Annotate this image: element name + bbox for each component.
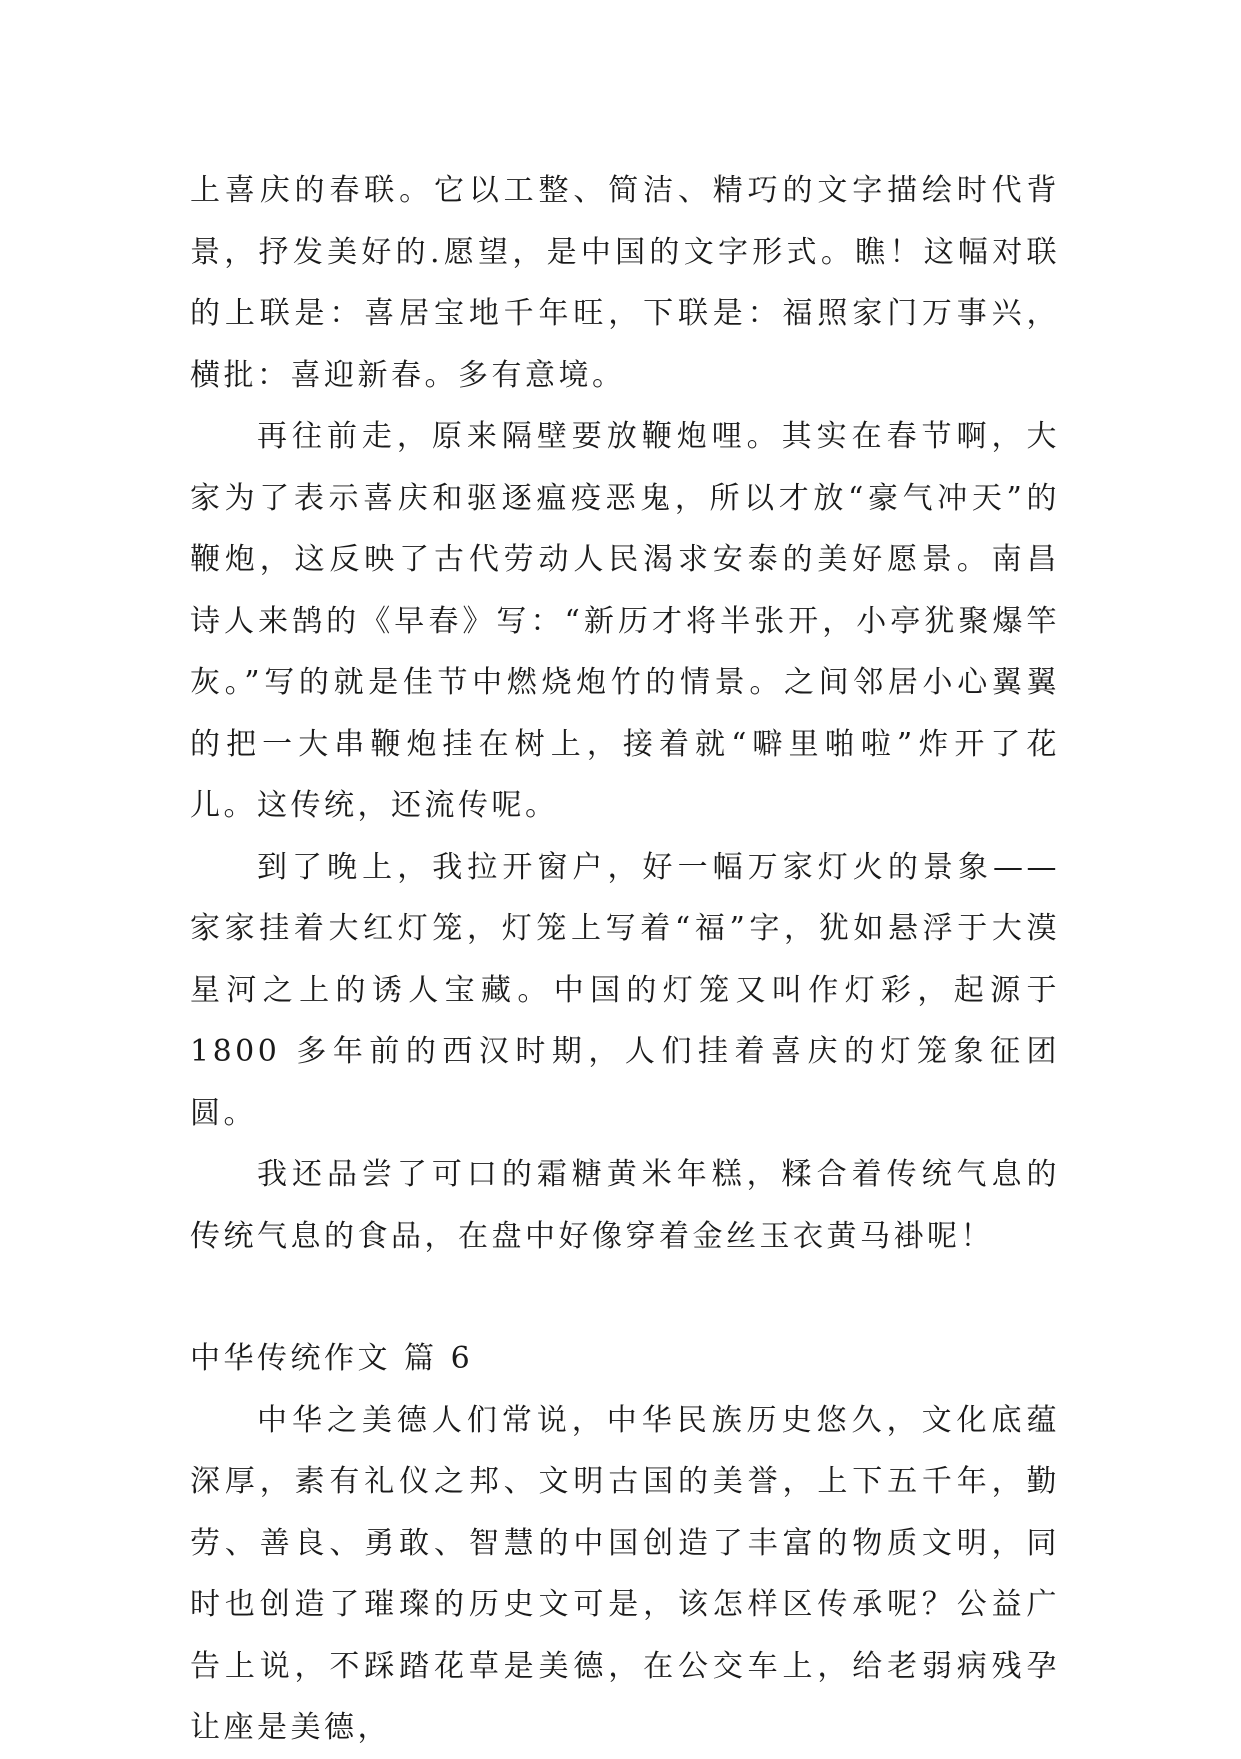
paragraph-new-year-cake: 我还品尝了可口的霜糖黄米年糕，糅合着传统气息的传统气息的食品，在盘中好像穿着金丝玉衣黄马褂呢！ <box>190 1157 1060 1254</box>
section-heading: 中华传统作文 篇 6 <box>190 1341 474 1376</box>
document-body <box>190 160 1060 1759</box>
paragraph-firecrackers: 再往前走，原来隔壁要放鞭炮哩。其实在春节啊，大家为了表示喜庆和驱逐瘟疫恶鬼，所以才放“豪气冲天”的鞭炮，这反映了古代劳动人民渴求安泰的美好愿景。南昌诗人来鹄的《早春》写：“新历才将半张开，小亭犹聚爆竿灰。”写的就是佳节中燃烧炮竹的情景。之间邻居小心翼翼的把一大串鞭炮挂在树上，接着就“噼里啪啦”炸开了花儿。这传统，还流传呢。 <box>190 419 1060 823</box>
paragraph-couplets: 上喜庆的春联。它以工整、简洁、精巧的文字描绘时代背景，抒发美好的.愿望，是中国的文字形式。瞧！这幅对联的上联是：喜居宝地千年旺，下联是：福照家门万事兴，横批：喜迎新春。多有意境。 <box>190 173 1060 393</box>
paragraph-virtues: 中华之美德人们常说，中华民族历史悠久，文化底蕴深厚，素有礼仪之邦、文明古国的美誉，上下五千年，勤劳、善良、勇敢、智慧的中国创造了丰富的物质文明，同时也创造了璀璨的历史文可是，该怎样区传承呢？公益广告上说，不踩踏花草是美德，在公交车上，给老弱病残孕让座是美德， <box>190 1402 1060 1745</box>
paragraph-lanterns: 到了晚上，我拉开窗户，好一幅万家灯火的景象——家家挂着大红灯笼，灯笼上写着“福”字，犹如悬浮于大漠星河之上的诱人宝藏。中国的灯笼又叫作灯彩，起源于 1800 多年前的西汉时期，人们挂着喜庆的灯笼象征团圆。 <box>190 849 1060 1131</box>
